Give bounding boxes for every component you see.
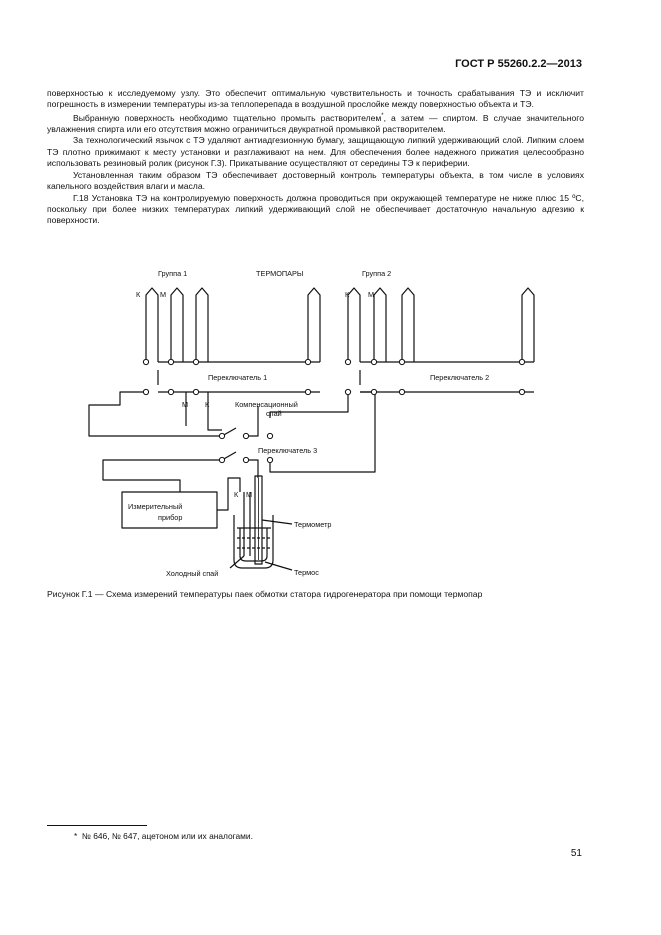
paragraph-3: За технологический язычок с ТЭ удаляют антиадгезионную бумагу, защищающую липкий удерживающий слой. Липким слоем ТЭ плотно прижимают к месту установки и разглаживают на нем. Для обеспечения более надежного прижатия целесообразно использовать резиновый ролик (рисунок Г.3). Прикатывание осуществляют от середины ТЭ к периферии. xyxy=(47,135,584,169)
k-label-group-2: К xyxy=(345,290,350,299)
thermocouple-probe-1 xyxy=(146,288,158,362)
k-label-thermos: К xyxy=(234,490,239,499)
k-label-group-1: К xyxy=(136,290,141,299)
switch-2-label: Переключатель 2 xyxy=(430,373,490,382)
m-label-group-2: М xyxy=(368,290,375,299)
cold-junction-label: Холодный спай xyxy=(166,569,219,578)
footnote-divider xyxy=(47,825,147,826)
paragraph-5: Г.18 Установка ТЭ на контролируемую поверхность должна проводиться при окружающей температуре не ниже плюс 15 ºС, поскольку при более низких температурах липкий удерживающий слой не обеспечивает достаточную начальную адгезию к поверхности. xyxy=(47,192,584,226)
paragraph-4: Установленная таким образом ТЭ обеспечивает достоверный контроль температуры объекта, в том числе в условиях капельного воздействия влаги и масла. xyxy=(47,169,584,192)
group-1-label: Группа 1 xyxy=(158,269,188,278)
switch-1-label: Переключатель 1 xyxy=(208,373,268,382)
paragraph-2-part-2: , а затем — спиртом. В случае значительного увлажнения спирта или его отсутствия можно ограничиться двукратной промывкой растворителем. xyxy=(47,112,584,135)
thermocouple-probe-4 xyxy=(308,288,320,362)
compensation-junction-label-line-1: Компенсационный xyxy=(235,400,298,409)
footnote-marker: * xyxy=(74,831,78,841)
footnote-mark: * xyxy=(381,112,384,119)
thermocouple-probe-5 xyxy=(348,288,360,362)
page-number: 51 xyxy=(570,848,582,859)
figure-caption: Рисунок Г.1 — Схема измерений температуры паек обмотки статора гидрогенератора при помощи термопар xyxy=(47,589,483,599)
footnote-text: № 646, № 647, ацетоном или их аналогами. xyxy=(81,831,253,841)
thermocouple-probe-2 xyxy=(171,288,183,362)
thermometer-label: Термометр xyxy=(294,520,332,529)
m-label-group-1: М xyxy=(160,290,167,299)
switch-3-label: Переключатель 3 xyxy=(258,446,318,455)
thermocouple-probe-6 xyxy=(374,288,386,362)
measuring-device-label-line-1: Измерительный xyxy=(128,502,183,511)
paragraph-2-part-1: Выбранную поверхность необходимо тщательно промыть растворителем xyxy=(73,112,382,123)
thermos-label: Термос xyxy=(294,568,319,577)
m-label-thermos: М xyxy=(246,490,253,499)
paragraph-1: поверхностью к исследуемому узлу. Это обеспечит оптимальную чувствительность и точность срабатывания ТЭ и исключит погрешность в измерении температуры из-за теплоперепада в воздушной прослойке между поверхностью объекта и ТЭ. xyxy=(47,88,584,110)
footnote xyxy=(74,831,253,841)
thermocouple-probe-3 xyxy=(196,288,208,362)
thermocouples-label: ТЕРМОПАРЫ xyxy=(256,269,304,278)
document-header: ГОСТ Р 55260.2.2—2013 xyxy=(455,58,582,70)
k-label-switch-3: К xyxy=(205,400,210,409)
thermocouple-probe-7 xyxy=(402,288,414,362)
group-2-label: Группа 2 xyxy=(362,269,392,278)
thermocouple-probe-8 xyxy=(522,288,534,362)
m-label-switch-3: М xyxy=(182,400,189,409)
measuring-device-label-line-2: прибор xyxy=(158,513,183,522)
compensation-junction-label-line-2: спай xyxy=(266,409,282,418)
